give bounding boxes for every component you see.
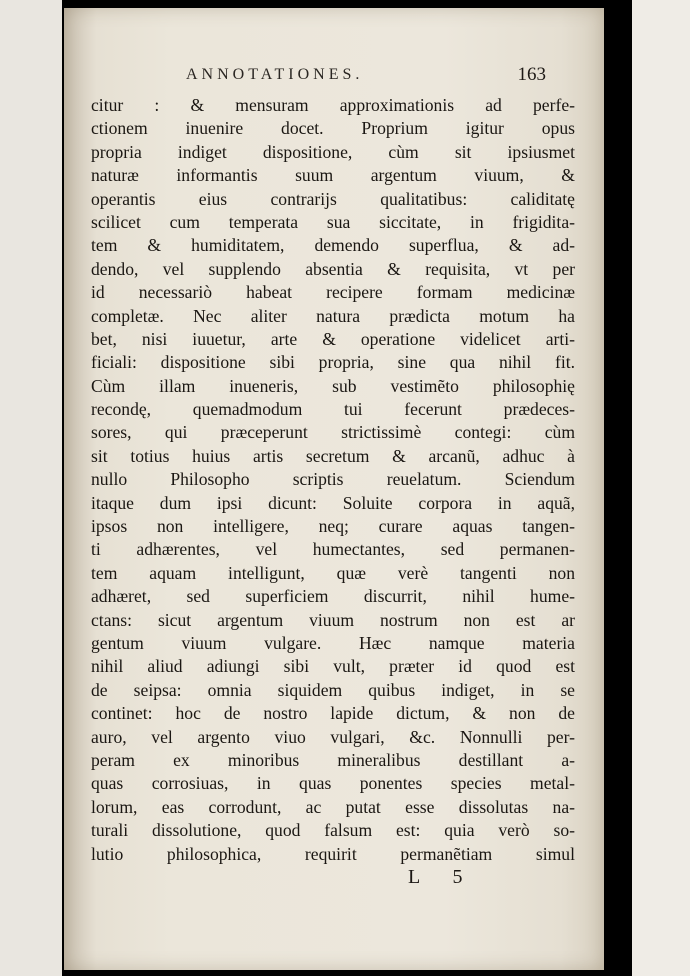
text-line: nullo Philosopho scriptis reuelatum. Sciendum — [91, 469, 575, 490]
scan-right-margin — [632, 0, 690, 976]
text-line: lorum, eas corrodunt, ac putat esse dissolutas na- — [91, 796, 575, 817]
text-line: lutio philosophica, requirit permanẽtiam simul — [91, 843, 575, 864]
text-line: nihil aliud adiungi sibi vult, præter id quod est — [91, 656, 575, 677]
text-line: quas corrosiuas, in quas ponentes species metal- — [91, 773, 575, 794]
text-line: naturæ informantis suum argentum viuum, & — [91, 165, 575, 186]
body-text — [91, 94, 575, 866]
text-line: auro, vel argento viuo vulgari, &c. Nonnulli per- — [91, 726, 575, 747]
text-line: itaque dum ipsi dicunt: Soluite corpora in aquã, — [91, 492, 575, 513]
running-title: ANNOTATIONES. — [186, 66, 364, 83]
text-line: citur : & mensuram approximationis ad perfe- — [91, 95, 575, 115]
text-line: bet, nisi iuuetur, arte & operatione videlicet arti- — [91, 328, 575, 349]
text-line: Cùm illam inueneris, sub vestimẽto philosophię — [91, 375, 575, 396]
text-line: ficiali: dispositione sibi propria, sine qua nihil fit. — [91, 352, 575, 373]
text-line: dendo, vel supplendo absentia & requisita, vt per — [91, 258, 575, 279]
text-line: scilicet cum temperata sua siccitate, in frigidita- — [91, 211, 575, 232]
text-line: propria indiget dispositione, cùm sit ipsiusmet — [91, 141, 575, 162]
text-line: gentum viuum vulgare. Hæc namque materia — [91, 632, 575, 653]
text-line: de seipsa: omnia siquidem quibus indiget, in se — [91, 679, 575, 700]
page-number: 163 — [517, 64, 546, 85]
text-line: ctionem inuenire docet. Proprium igitur opus — [91, 118, 575, 139]
book-page — [64, 8, 604, 970]
text-line: turali dissolutione, quod falsum est: quia verò so- — [91, 820, 575, 841]
signature-mark: L 5 — [408, 866, 477, 888]
text-line: sores, qui præceperunt strictissimè contegi: cùm — [91, 422, 575, 443]
text-line: tem aquam intelligunt, quæ verè tangenti non — [91, 562, 575, 583]
text-line: ti adhærentes, vel humectantes, sed permanen- — [91, 539, 575, 560]
text-line: ctans: sicut argentum viuum nostrum non est ar — [91, 609, 575, 630]
text-line: peram ex minoribus mineralibus destillant a- — [91, 749, 575, 770]
text-line: sit totius huius artis secretum & arcanũ, adhuc à — [91, 445, 575, 466]
scan-left-margin — [0, 0, 62, 976]
text-line: adhæret, sed superficiem discurrit, nihil hume- — [91, 586, 575, 607]
text-line: tem & humiditatem, demendo superflua, & ad- — [91, 235, 575, 256]
text-line: id necessariò habeat recipere formam medicinæ — [91, 282, 575, 303]
running-head — [64, 60, 604, 88]
text-line: recondę, quemadmodum tui fecerunt prædeces- — [91, 399, 575, 420]
text-line: continet: hoc de nostro lapide dictum, & non de — [91, 703, 575, 724]
text-line: ipsos non intelligere, neq; curare aquas tangen- — [91, 516, 575, 537]
text-line: completæ. Nec aliter natura prædicta motum ha — [91, 305, 575, 326]
text-line: operantis eius contrarijs qualitatibus: caliditatę — [91, 188, 575, 209]
